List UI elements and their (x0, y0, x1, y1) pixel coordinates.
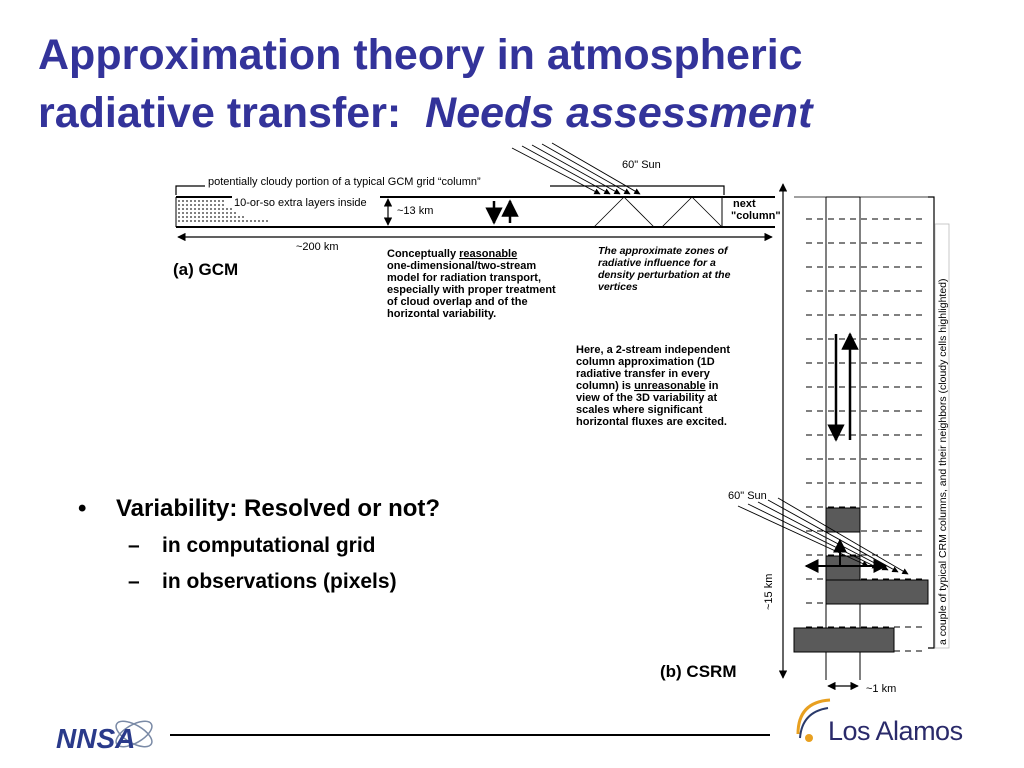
title-emphasis: Needs assessment (425, 89, 813, 137)
csrm-sun-label: 60" Sun (728, 490, 767, 502)
svg-text:density perturbation at the: density perturbation at the (598, 269, 731, 281)
gcm-column-label: potentially cloudy portion of a typical GCM grid “column” (208, 176, 481, 188)
nnsa-logo (54, 714, 158, 754)
next-column-label-2: "column" (731, 210, 781, 222)
svg-text:column approximation (1D: column approximation (1D (576, 356, 715, 368)
svg-text:scales where significant: scales where significant (576, 404, 703, 416)
csrm-width-label: ~1 km (866, 683, 897, 695)
svg-text:of cloud overlap and of the: of cloud overlap and of the (387, 296, 528, 308)
bullet-main (78, 494, 440, 524)
csrm-model-note (576, 344, 730, 428)
gcm-panel (173, 143, 781, 320)
svg-text:Here, a 2-stream independent: Here, a 2-stream independent (576, 344, 731, 356)
footer-rule (170, 734, 770, 736)
bullet-dash: – (128, 570, 140, 593)
csrm-height-label: ~15 km (763, 573, 775, 610)
gcm-width-label: ~200 km (296, 241, 339, 253)
svg-text:view of the 3D variability at: view of the 3D variability at (576, 392, 718, 404)
svg-text:one-dimensional/two-stream: one-dimensional/two-stream (387, 260, 537, 272)
gcm-layers-label: 10-or-so extra layers inside (234, 197, 367, 209)
bullet-sub-1 (128, 533, 440, 559)
bullet-dot: • (78, 495, 87, 522)
svg-text:model for radiation transport,: model for radiation transport, (387, 272, 542, 284)
csrm-sun-rays (738, 498, 908, 574)
next-column-label: next (733, 198, 756, 210)
svg-text:Conceptually reasonable: Conceptually reasonable (387, 248, 518, 260)
svg-text:radiative influence for a: radiative influence for a (598, 257, 716, 269)
title-line-1: Approximation theory in atmospheric (38, 31, 803, 79)
gcm-panel-label: (a) GCM (173, 260, 239, 279)
los-alamos-wordmark: Los Alamos (828, 716, 963, 746)
gcm-influence-zones (594, 197, 722, 227)
gcm-height-label: ~13 km (397, 205, 434, 217)
gcm-model-note (387, 248, 556, 320)
svg-text:horizontal fluxes are excited.: horizontal fluxes are excited. (576, 416, 727, 428)
bullet-sub-2-text: in observations (pixels) (162, 570, 397, 593)
svg-text:vertices: vertices (598, 281, 638, 293)
bullet-dash: – (128, 534, 140, 557)
bullet-sub-2 (128, 569, 440, 595)
nnsa-wordmark: NNSA (56, 723, 136, 754)
los-alamos-swoosh-icon (792, 694, 832, 746)
gcm-zones-note (598, 245, 731, 293)
bullet-list (78, 494, 440, 595)
svg-text:especially with proper treatme: especially with proper treatment (387, 284, 556, 296)
title-line-2: radiative transfer: (38, 89, 426, 137)
bullet-main-text: Variability: Resolved or not? (116, 495, 441, 522)
csrm-columns (794, 197, 928, 680)
svg-text:radiative transfer in every: radiative transfer in every (576, 368, 710, 380)
gcm-sun-label: 60" Sun (622, 159, 661, 171)
svg-text:column) is unreasonable in: column) is unreasonable in (576, 380, 719, 392)
svg-text:The approximate zones of: The approximate zones of (598, 245, 728, 257)
csrm-bracket (928, 197, 934, 648)
csrm-side-caption: a couple of typical CRM columns, and their neighbors (cloudy cells highlighted) (937, 278, 949, 645)
csrm-cloudy-cells (794, 508, 928, 652)
cloudy-cell (826, 508, 860, 532)
cloudy-cell (826, 580, 928, 604)
csrm-panel-label: (b) CSRM (660, 662, 737, 681)
bullet-sub-1-text: in computational grid (162, 534, 376, 557)
svg-text:horizontal variability.: horizontal variability. (387, 308, 497, 320)
cloudy-cell (794, 628, 894, 652)
